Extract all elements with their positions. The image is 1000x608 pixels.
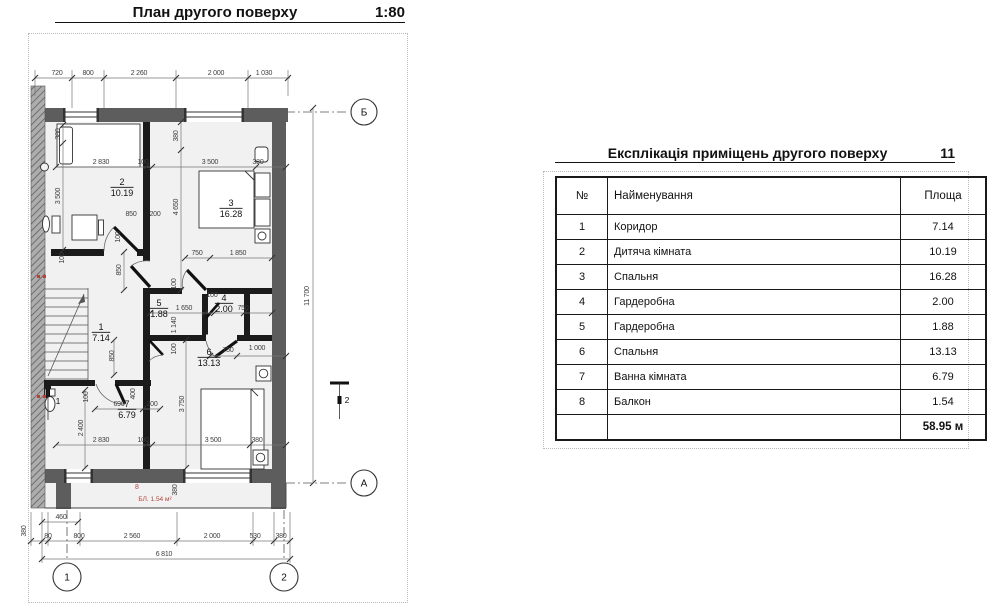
cell-num: 5 — [556, 315, 608, 340]
dim-label: 11 700 — [304, 286, 311, 306]
room-area: 6.79 — [118, 410, 136, 420]
dim-label: 3 500 — [201, 159, 219, 166]
dim-label: 800 — [82, 70, 94, 77]
chair — [99, 220, 104, 235]
table-row — [556, 240, 986, 265]
wardrobe — [255, 173, 270, 197]
dim-label: 1 850 — [229, 250, 247, 257]
table-row — [556, 315, 986, 340]
dim-label: 1 000 — [248, 345, 266, 352]
room-area: 10.19 — [110, 188, 134, 198]
table-header-row — [556, 177, 986, 215]
dim-label: 530 — [249, 533, 261, 540]
axis-label: 2 — [281, 572, 287, 584]
toilet-bowl — [45, 397, 55, 412]
cell-area: 1.88 — [901, 315, 987, 340]
dim-label: 720 — [51, 70, 63, 77]
room-number: 6 — [206, 347, 212, 357]
cell-num: 3 — [556, 265, 608, 290]
table-title: Експлікація приміщень другого поверху — [607, 145, 888, 161]
dim-label: 2 830 — [92, 159, 110, 166]
dim-label: 2 000 — [207, 70, 225, 77]
dim-label: 850 — [116, 264, 123, 276]
room-number: 2 — [119, 177, 125, 187]
dim-label: 3 500 — [204, 437, 222, 444]
appliance-drum-icon — [256, 453, 265, 462]
cell-num: 6 — [556, 340, 608, 365]
axis-label: Б — [360, 107, 368, 119]
plan-scale: 1:80 — [374, 4, 405, 21]
dim-label: 1 140 — [171, 316, 178, 334]
header-name: Найменування — [608, 177, 901, 215]
cell-name: Коридор — [608, 215, 901, 240]
cell-name: Балкон — [608, 390, 901, 415]
section-label: 2 — [344, 395, 350, 405]
dim-label: 4 650 — [173, 198, 180, 216]
cell-num: 4 — [556, 290, 608, 315]
empty-cell — [556, 415, 608, 441]
room-number: 1 — [98, 322, 104, 332]
dim-label: 750 — [222, 347, 234, 354]
desk — [72, 215, 97, 240]
section-label: 1 — [55, 396, 61, 406]
room-number: 5 — [156, 298, 162, 308]
dim-label: 1 650 — [175, 305, 193, 312]
cell-area: 13.13 — [901, 340, 987, 365]
cell-num: 8 — [556, 390, 608, 415]
lamp-icon — [259, 369, 268, 378]
table-row — [556, 390, 986, 415]
room-area: 13.13 — [197, 358, 221, 368]
table-scale: 11 — [940, 145, 955, 161]
room-number: 7 — [124, 399, 130, 409]
dim-label: 100 — [59, 252, 66, 264]
cell-area: 6.79 — [901, 365, 987, 390]
dim-label: 380 — [172, 484, 179, 496]
bed-room3 — [199, 171, 254, 228]
room-area: 2.00 — [215, 304, 233, 314]
cell-name: Гардеробна — [608, 290, 901, 315]
dim-label: 400 — [130, 388, 137, 400]
wardrobe — [255, 199, 270, 226]
dim-label: 100 — [83, 391, 90, 403]
cell-area: 2.00 — [901, 290, 987, 315]
room-area: 1.88 — [150, 309, 168, 319]
room-area: 7.14 — [92, 333, 110, 343]
dim-label: 850 — [125, 211, 137, 218]
dim-label: 380 — [251, 437, 263, 444]
cell-num: 7 — [556, 365, 608, 390]
cell-area: 10.19 — [901, 240, 987, 265]
dim-label: 2 000 — [203, 533, 221, 540]
cell-num: 2 — [556, 240, 608, 265]
cell-name: Спальня — [608, 340, 901, 365]
dim-label: 2 830 — [92, 437, 110, 444]
dim-label: 100 — [171, 278, 178, 290]
balcony-number: 8 — [135, 484, 139, 491]
empty-cell — [608, 415, 901, 441]
dim-label: 100 — [137, 159, 149, 166]
dim-label: 800 — [73, 533, 85, 540]
dim-label: 850 — [109, 350, 116, 362]
dim-label: 100 — [206, 292, 218, 299]
tv — [43, 216, 50, 232]
dim-label: 2 400 — [78, 419, 85, 437]
dim-label: 380 — [55, 128, 62, 140]
dim-label: 2 560 — [123, 533, 141, 540]
room-area: 16.28 — [219, 209, 243, 219]
table-total-row — [556, 415, 986, 441]
cell-num: 1 — [556, 215, 608, 240]
room-number: 4 — [221, 293, 227, 303]
dim-label: 1 030 — [255, 70, 273, 77]
dim-label: 2 260 — [130, 70, 148, 77]
cell-name: Спальня — [608, 265, 901, 290]
dim-label: 750 — [237, 305, 249, 312]
explication-table — [555, 176, 987, 441]
header-num: № — [556, 177, 608, 215]
dim-label: 380 — [252, 159, 264, 166]
header-area: Площа — [901, 177, 987, 215]
dim-label: 460 — [55, 514, 67, 521]
tv-stand — [52, 216, 60, 233]
table-row — [556, 215, 986, 240]
cell-area: 7.14 — [901, 215, 987, 240]
cell-name: Дитяча кімната — [608, 240, 901, 265]
dim-label: 690 — [113, 401, 125, 408]
dim-label: 750 — [191, 250, 203, 257]
dim-label: 380 — [173, 130, 180, 142]
dim-label: 3 500 — [55, 187, 62, 205]
total-area: 58.95 м — [901, 415, 987, 441]
lamp-icon — [258, 232, 266, 240]
cell-name: Ванна кімната — [608, 365, 901, 390]
dim-label: 380 — [21, 525, 28, 537]
cell-area: 16.28 — [901, 265, 987, 290]
axis-label: 1 — [64, 572, 70, 584]
dim-label: 80 — [44, 533, 52, 540]
axis-label: А — [360, 478, 368, 490]
dim-label: 200 — [149, 211, 161, 218]
fixture-circle — [41, 163, 49, 171]
dim-label: 100 — [137, 437, 149, 444]
cell-area: 1.54 — [901, 390, 987, 415]
dim-label: 200 — [146, 401, 158, 408]
cell-name: Гардеробна — [608, 315, 901, 340]
balcony-area-label: БЛ. 1.54 м² — [138, 496, 172, 503]
hatched-left-wall — [31, 86, 45, 508]
dim-label: 100 — [115, 231, 122, 243]
room-number: 3 — [228, 198, 234, 208]
dim-label: 100 — [171, 343, 178, 355]
dim-label: 3 750 — [179, 395, 186, 413]
table-row — [556, 265, 986, 290]
plan-title: План другого поверху — [132, 4, 298, 21]
table-row — [556, 340, 986, 365]
table-row — [556, 290, 986, 315]
table-row — [556, 365, 986, 390]
dim-label: 380 — [275, 533, 287, 540]
dim-label: 6 810 — [155, 551, 173, 558]
